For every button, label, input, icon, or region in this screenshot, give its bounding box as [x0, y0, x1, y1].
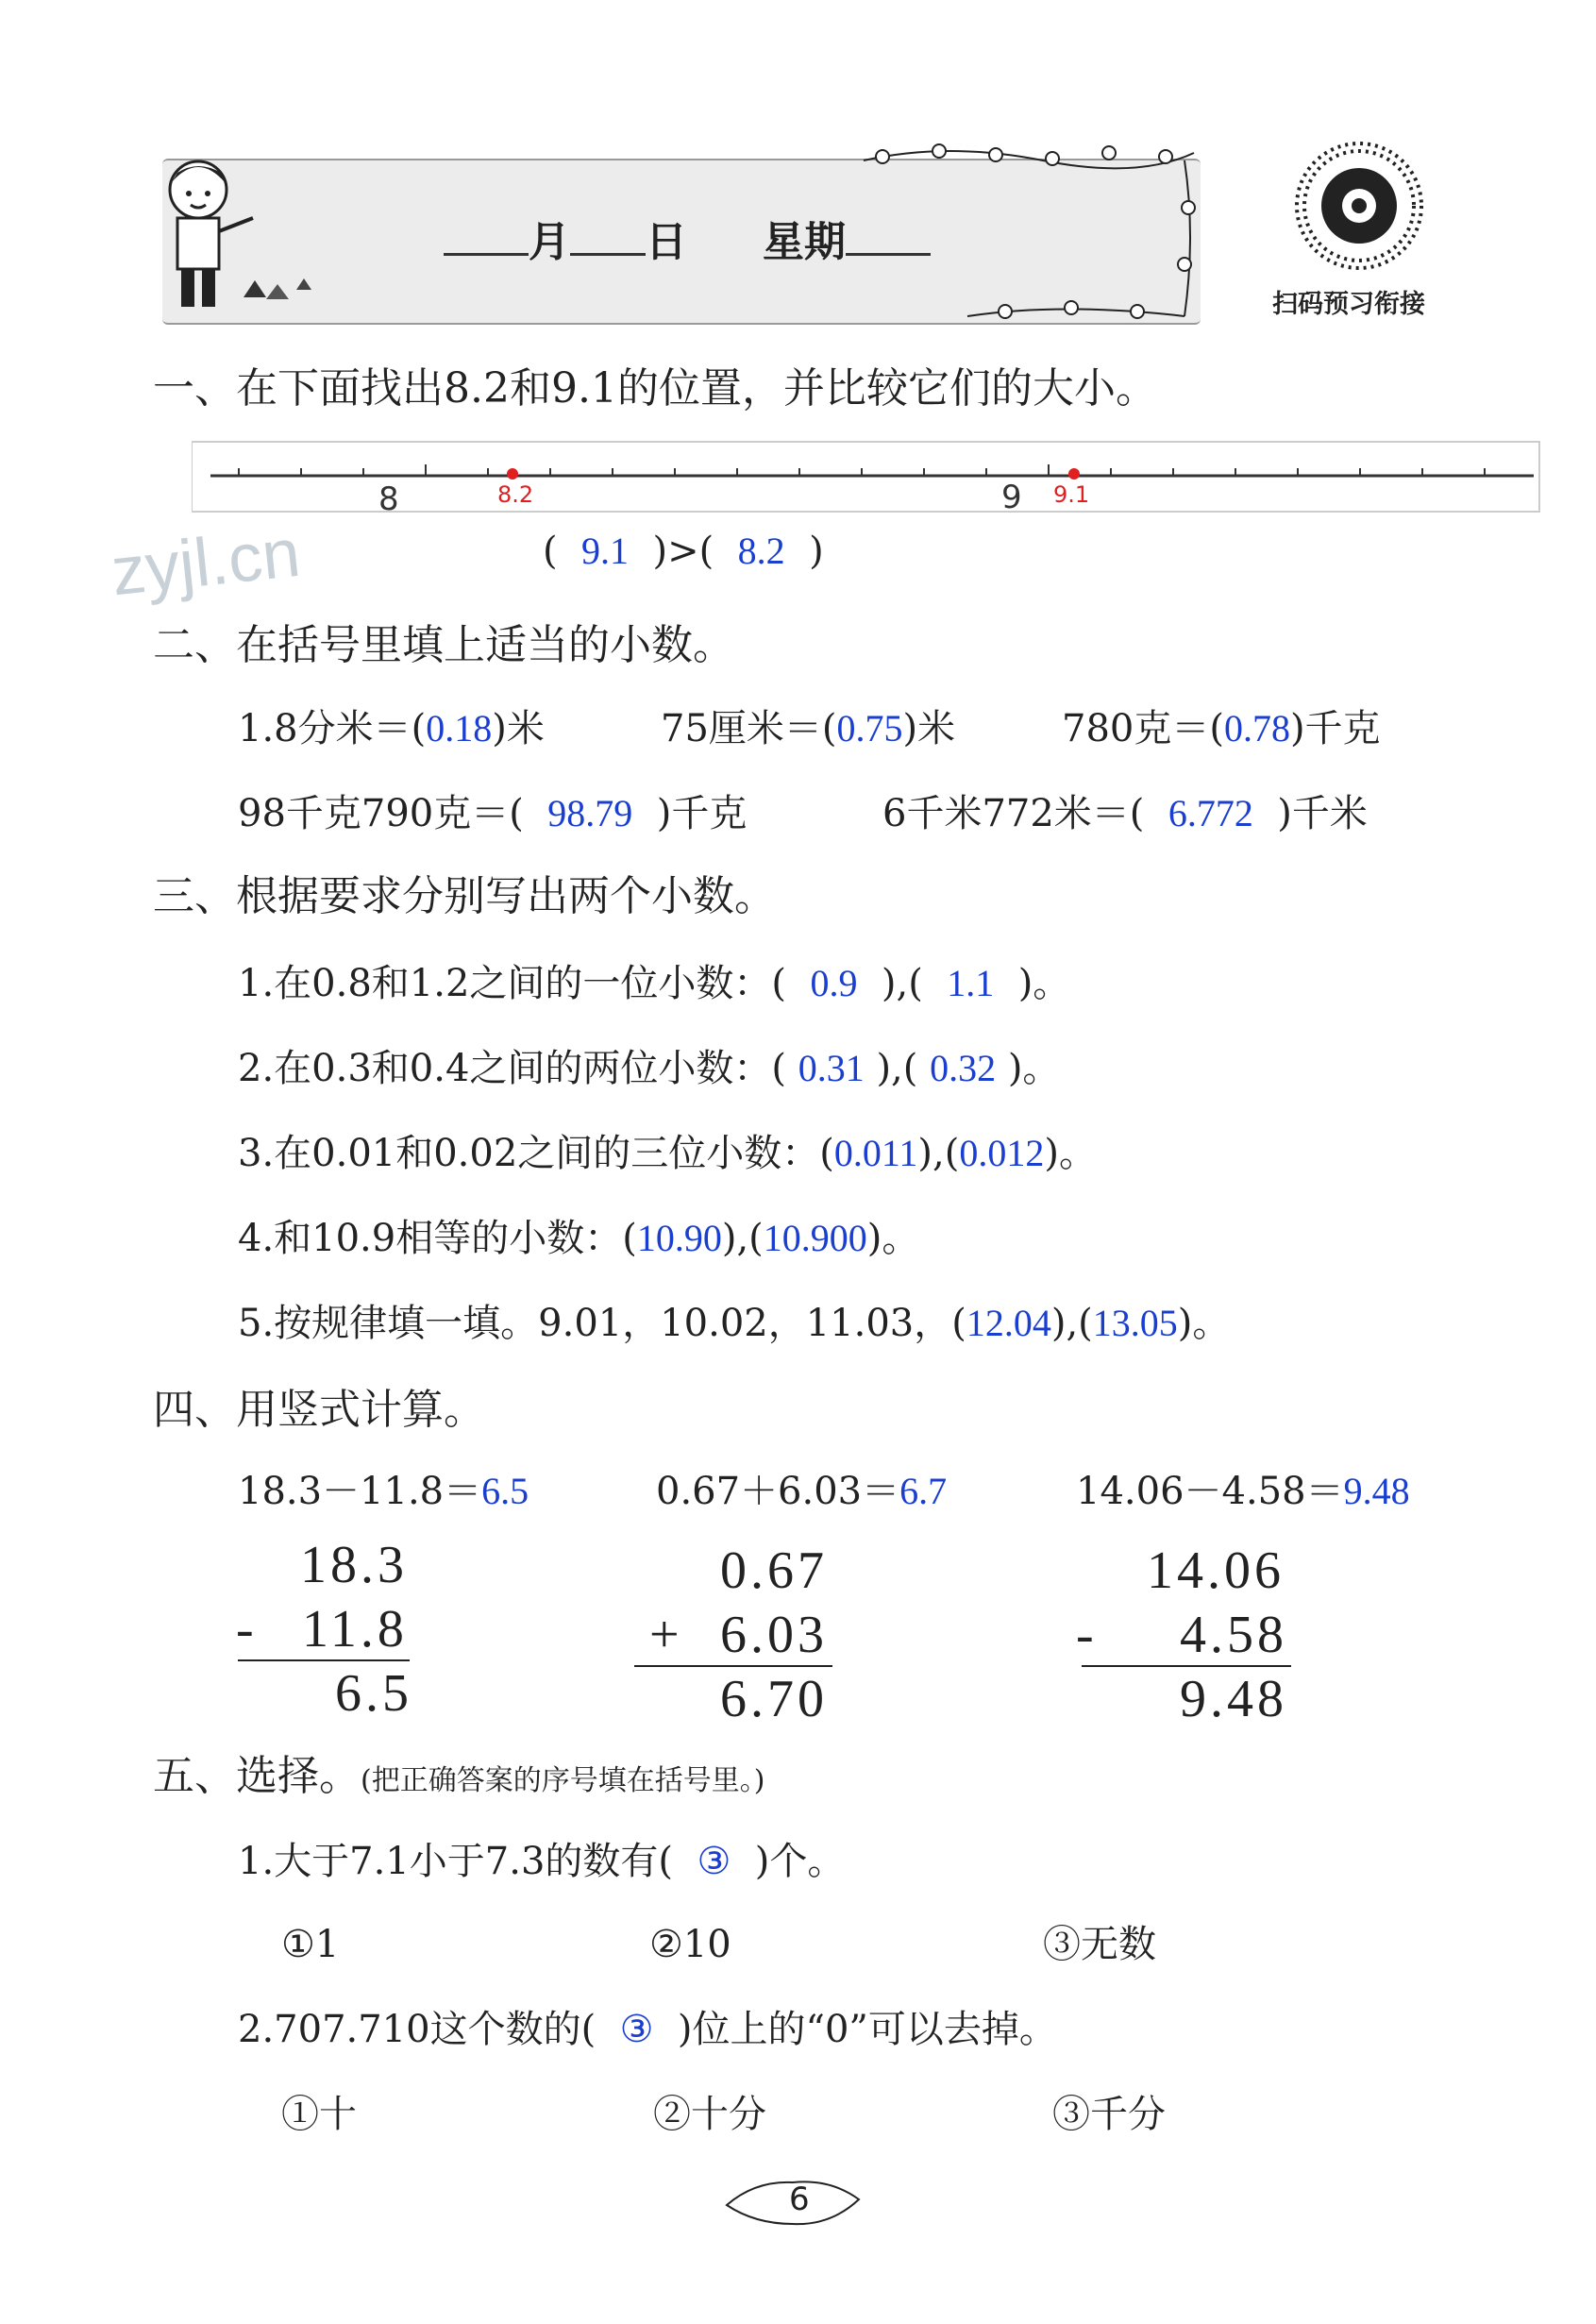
s2-q3: 780克＝(0.78)千克 — [1062, 707, 1381, 750]
v2-line — [634, 1665, 832, 1667]
v3-bottom: 4.58 — [1180, 1606, 1287, 1664]
watermark: zyjl.cn — [108, 514, 304, 611]
s5-q2-option-3: ③千分 — [1052, 2093, 1166, 2136]
s5-q1-option-1: ①1 — [281, 1923, 340, 1966]
s2-answer-4: 98.79 — [547, 792, 633, 834]
s2-q1: 1.8分米＝(0.18)米 — [238, 707, 545, 750]
boy-illustration-icon — [149, 156, 338, 326]
s5-q1: 1.大于7.1小于7.3的数有( ③ )个。 — [238, 1840, 846, 1883]
weekday-label: 星期 — [763, 218, 846, 266]
s3-item-4: 4.和10.9相等的小数：(10.90),(10.900)。 — [238, 1217, 920, 1260]
s1-comparison: ( 9.1 )>( 8.2 ) — [543, 530, 824, 573]
number-line — [192, 440, 1541, 515]
s3-title: 三、根据要求分别写出两个小数。 — [153, 872, 776, 920]
s2-answer-5: 6.772 — [1168, 792, 1253, 834]
s1-title: 一、在下面找出8.2和9.1的位置，并比较它们的大小。 — [153, 364, 1157, 413]
date-line — [444, 208, 931, 268]
v3-operator: - — [1076, 1606, 1098, 1664]
v2-operator: + — [649, 1606, 683, 1664]
page-number: 6 — [789, 2181, 810, 2218]
s3-item-2: 2.在0.3和0.4之间的两位小数：( 0.31 ),( 0.32 )。 — [238, 1047, 1061, 1090]
v1-bottom: 11.8 — [302, 1600, 408, 1659]
s2-q5: 6千米772米＝( 6.772 )千米 — [882, 792, 1368, 835]
s4-equation-3: 14.06－4.58＝9.48 — [1076, 1470, 1410, 1513]
s2-title: 二、在括号里填上适当的小数。 — [153, 621, 734, 669]
s5-title: 五、选择。(把正确答案的序号填在括号里。) — [153, 1752, 765, 1800]
s2-answer-3: 0.78 — [1223, 707, 1290, 749]
qr-code-icon[interactable] — [1288, 142, 1430, 274]
mark-label-9-1: 9.1 — [1053, 481, 1090, 508]
v1-result: 6.5 — [335, 1664, 412, 1723]
s5-q2-option-2: ②十分 — [653, 2093, 766, 2136]
v3-result: 9.48 — [1180, 1670, 1287, 1728]
s5-q2-option-1: ①十 — [281, 2093, 357, 2136]
point-8-2 — [507, 468, 518, 480]
s2-answer-1: 0.18 — [426, 707, 493, 749]
s3-item-5: 5.按规律填一填。9.01，10.02，11.03，(12.04),(13.05)。 — [238, 1302, 1231, 1345]
s5-q1-answer: ③ — [697, 1840, 731, 1882]
s2-q2: 75厘米＝(0.75)米 — [661, 707, 956, 750]
s5-note: (把正确答案的序号填在括号里。) — [361, 1764, 765, 1797]
s5-q2: 2.707.710这个数的( ③ )位上的“0”可以去掉。 — [238, 2008, 1057, 2051]
s4-equation-2: 0.67＋6.03＝6.7 — [656, 1470, 948, 1513]
s2-q4: 98千克790克＝( 98.79 )千克 — [238, 792, 748, 835]
month-label: 月 — [529, 218, 570, 266]
v3-line — [1082, 1665, 1291, 1667]
point-9-1 — [1068, 468, 1080, 480]
s4-equation-1: 18.3－11.8＝6.5 — [238, 1470, 529, 1513]
v1-line — [238, 1659, 410, 1661]
s2-answer-2: 0.75 — [836, 707, 903, 749]
s3-item-3: 3.在0.01和0.02之间的三位小数：(0.011),(0.012)。 — [238, 1132, 1097, 1175]
v2-top: 0.67 — [720, 1541, 828, 1600]
v2-result: 6.70 — [720, 1670, 828, 1728]
s1-answer-2: 8.2 — [737, 530, 785, 572]
v1-top: 18.3 — [300, 1536, 408, 1594]
v1-operator: - — [236, 1600, 258, 1659]
s5-q1-option-3: ③无数 — [1043, 1923, 1156, 1966]
s1-answer-1: 9.1 — [581, 530, 630, 572]
v2-bottom: 6.03 — [720, 1606, 828, 1664]
tick-label-9: 9 — [1001, 479, 1022, 515]
s3-item-1: 1.在0.8和1.2之间的一位小数：( 0.9 ),( 1.1 )。 — [238, 962, 1071, 1005]
mark-label-8-2: 8.2 — [497, 481, 534, 508]
v3-top: 14.06 — [1147, 1541, 1285, 1600]
tick-label-8: 8 — [378, 480, 399, 515]
s5-q1-option-2: ②10 — [649, 1923, 731, 1966]
day-label: 日 — [646, 218, 687, 266]
s4-title: 四、用竖式计算。 — [153, 1386, 485, 1434]
qr-caption: 扫码预习衔接 — [1272, 290, 1425, 319]
s5-q2-answer: ③ — [619, 2008, 654, 2050]
